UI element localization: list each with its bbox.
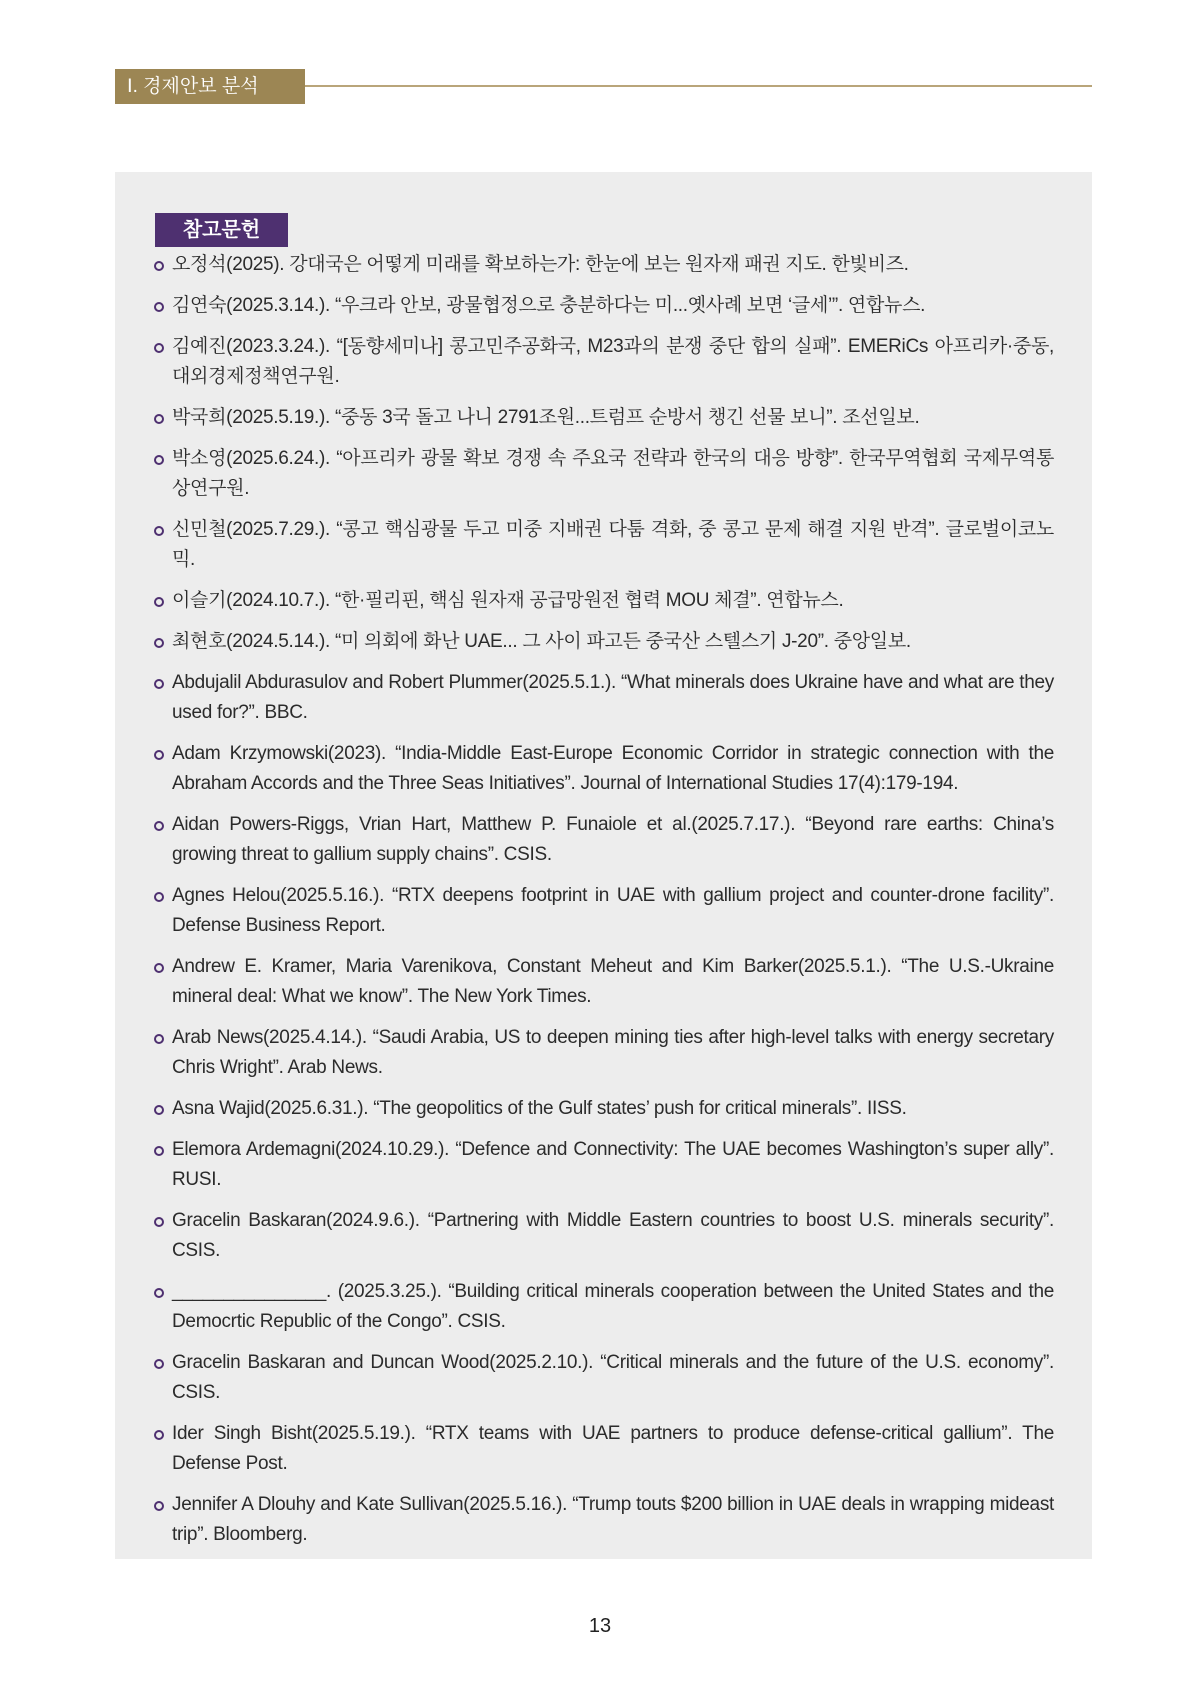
header-divider <box>305 85 1092 87</box>
reference-item <box>152 1277 1054 1337</box>
reference-text: 최현호(2024.5.14.). “미 의회에 화난 UAE... 그 사이 파고든 중국산 스텔스기 J-20”. 중앙일보. <box>172 631 911 652</box>
reference-text: Asna Wajid(2025.6.31.). “The geopolitics of the Gulf states’ push for critical minerals”. IISS. <box>172 1098 907 1119</box>
reference-text: Andrew E. Kramer, Maria Varenikova, Constant Meheut and Kim Barker(2025.5.1.). “The U.S.-Ukraine mineral deal: What we know”. The New York Times. <box>172 956 1054 1007</box>
bullet-icon <box>154 526 164 536</box>
bullet-icon <box>154 414 164 424</box>
bullet-icon <box>154 1501 164 1511</box>
bullet-icon <box>154 1359 164 1369</box>
reference-item <box>152 515 1054 575</box>
reference-text: Gracelin Baskaran(2024.9.6.). “Partnering with Middle Eastern countries to boost U.S. minerals security”. CSIS. <box>172 1210 1054 1261</box>
reference-text: Arab News(2025.4.14.). “Saudi Arabia, US to deepen mining ties after high-level talks with energy secretary Chris Wright”. Arab News. <box>172 1027 1054 1078</box>
references-title: 참고문헌 <box>155 213 288 247</box>
reference-text: Agnes Helou(2025.5.16.). “RTX deepens footprint in UAE with gallium project and counter-drone facility”. Defense Business Report. <box>172 885 1054 936</box>
reference-item <box>152 332 1054 392</box>
reference-item <box>152 1135 1054 1195</box>
reference-item <box>152 1490 1054 1550</box>
reference-text: _______________. (2025.3.25.). “Building critical minerals cooperation between the United States and the Democrtic Republic of the Congo”. CSIS. <box>172 1281 1054 1332</box>
bullet-icon <box>154 963 164 973</box>
reference-text: Adam Krzymowski(2023). “India-Middle East-Europe Economic Corridor in strategic connection with the Abraham Accords and the Three Seas Initiatives”. Journal of International Studies 17(4):179-194. <box>172 743 1054 794</box>
reference-item <box>152 444 1054 504</box>
reference-text: 이슬기(2024.10.7.). “한·필리핀, 핵심 원자재 공급망원전 협력 MOU 체결”. 연합뉴스. <box>172 590 844 611</box>
reference-item <box>152 1206 1054 1266</box>
reference-text: 오정석(2025). 강대국은 어떻게 미래를 확보하는가: 한눈에 보는 원자재 패권 지도. 한빛비즈. <box>172 254 909 275</box>
bullet-icon <box>154 1034 164 1044</box>
reference-item <box>152 810 1054 870</box>
reference-item <box>152 739 1054 799</box>
reference-text: Abdujalil Abdurasulov and Robert Plummer(2025.5.1.). “What minerals does Ukraine have and what are they used for?”. BBC. <box>172 672 1054 723</box>
reference-text: 박소영(2025.6.24.). “아프리카 광물 확보 경쟁 속 주요국 전략과 한국의 대응 방향”. 한국무역협회 국제무역통상연구원. <box>172 448 1054 499</box>
reference-item <box>152 668 1054 728</box>
reference-text: 박국희(2025.5.19.). “중동 3국 돌고 나니 2791조원...트럼프 순방서 챙긴 선물 보니”. 조선일보. <box>172 407 920 428</box>
reference-text: 김예진(2023.3.24.). “[동향세미나] 콩고민주공화국, M23과의 분쟁 중단 합의 실패”. EMERiCs 아프리카·중동, 대외경제정책연구원. <box>172 336 1054 387</box>
bullet-icon <box>154 455 164 465</box>
reference-item <box>152 1023 1054 1083</box>
reference-list <box>152 250 1054 1561</box>
reference-item <box>152 627 1054 657</box>
reference-item <box>152 952 1054 1012</box>
bullet-icon <box>154 1146 164 1156</box>
bullet-icon <box>154 343 164 353</box>
reference-text: Ider Singh Bisht(2025.5.19.). “RTX teams with UAE partners to produce defense-critical gallium”. The Defense Post. <box>172 1423 1054 1474</box>
bullet-icon <box>154 597 164 607</box>
reference-item <box>152 1094 1054 1124</box>
bullet-icon <box>154 679 164 689</box>
bullet-icon <box>154 302 164 312</box>
bullet-icon <box>154 261 164 271</box>
bullet-icon <box>154 638 164 648</box>
bullet-icon <box>154 1217 164 1227</box>
reference-item <box>152 1348 1054 1408</box>
bullet-icon <box>154 821 164 831</box>
reference-item <box>152 250 1054 280</box>
reference-text: 김연숙(2025.3.14.). “우크라 안보, 광물협정으로 충분하다는 미...옛사례 보면 ‘글세’”. 연합뉴스. <box>172 295 926 316</box>
bullet-icon <box>154 1105 164 1115</box>
bullet-icon <box>154 1288 164 1298</box>
reference-text: Gracelin Baskaran and Duncan Wood(2025.2.10.). “Critical minerals and the future of the U.S. economy”. CSIS. <box>172 1352 1054 1403</box>
reference-text: Aidan Powers-Riggs, Vrian Hart, Matthew P. Funaiole et al.(2025.7.17.). “Beyond rare earths: China’s growing threat to gallium supply chains”. CSIS. <box>172 814 1054 865</box>
reference-item <box>152 291 1054 321</box>
reference-item <box>152 881 1054 941</box>
bullet-icon <box>154 750 164 760</box>
section-label: Ⅰ. 경제안보 분석 <box>115 69 305 104</box>
reference-text: Jennifer A Dlouhy and Kate Sullivan(2025.5.16.). “Trump touts $200 billion in UAE deals in wrapping mideast trip”. Bloomberg. <box>172 1494 1054 1545</box>
reference-text: Elemora Ardemagni(2024.10.29.). “Defence and Connectivity: The UAE becomes Washington’s super ally”. RUSI. <box>172 1139 1054 1190</box>
bullet-icon <box>154 1430 164 1440</box>
reference-item <box>152 586 1054 616</box>
reference-item <box>152 1419 1054 1479</box>
reference-text: 신민철(2025.7.29.). “콩고 핵심광물 두고 미중 지배권 다툼 격화, 중 콩고 문제 해결 지원 반격”. 글로벌이코노믹. <box>172 519 1054 570</box>
bullet-icon <box>154 892 164 902</box>
reference-item <box>152 403 1054 433</box>
page-number: 13 <box>588 1615 612 1637</box>
